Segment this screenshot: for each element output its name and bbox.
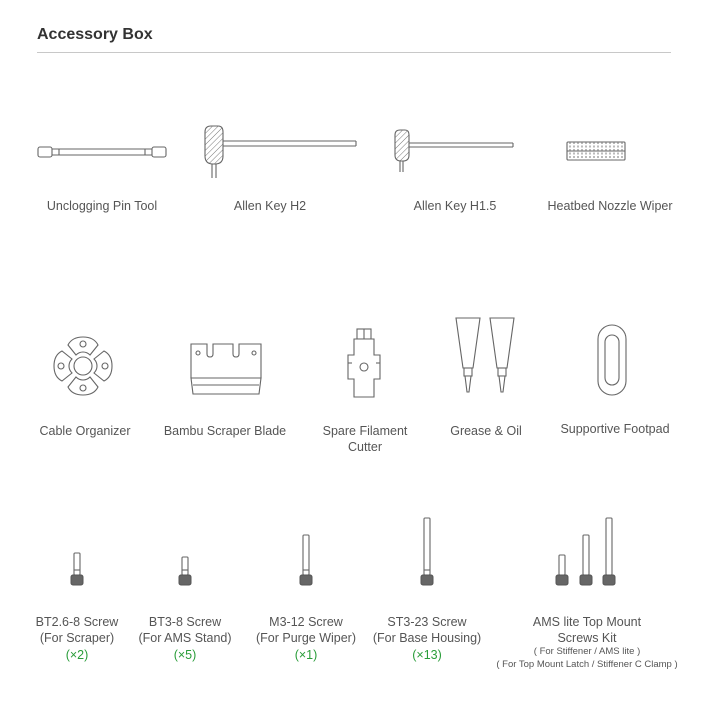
supportive-footpad-icon xyxy=(596,323,628,397)
spare-filament-cutter-icon xyxy=(344,327,384,399)
ams-lite-screws-kit-note-1: ( For Stiffener / AMS lite ) xyxy=(533,646,641,657)
bambu-scraper-blade-label: Bambu Scraper Blade xyxy=(163,424,287,438)
bt26-8-screw-note: (For Scraper) xyxy=(39,631,115,645)
spare-filament-cutter-label-2: Cutter xyxy=(347,440,383,454)
allen-key-h2-icon xyxy=(203,124,358,180)
title-divider xyxy=(37,52,671,53)
bt3-8-screw-icon xyxy=(178,556,192,586)
cable-organizer-icon xyxy=(50,333,116,399)
st3-23-screw-icon xyxy=(420,517,434,586)
allen-key-h15-label: Allen Key H1.5 xyxy=(413,199,497,213)
bt26-8-screw-label: BT2.6-8 Screw xyxy=(35,615,119,629)
bambu-scraper-blade-icon xyxy=(189,342,263,396)
grease-and-oil-label: Grease & Oil xyxy=(450,424,522,438)
m3-12-screw-qty: (×1) xyxy=(294,648,318,662)
bt3-8-screw-note: (For AMS Stand) xyxy=(138,631,232,645)
st3-23-screw-note: (For Base Housing) xyxy=(372,631,482,645)
m3-12-screw-label: M3-12 Screw xyxy=(269,615,343,629)
heatbed-nozzle-wiper-icon xyxy=(566,141,626,161)
m3-12-screw-note: (For Purge Wiper) xyxy=(255,631,357,645)
supportive-footpad-label: Supportive Footpad xyxy=(560,422,670,436)
st3-23-screw-qty: (×13) xyxy=(412,648,442,662)
ams-lite-screws-kit-note-2: ( For Top Mount Latch / Stiffener C Clamp ) xyxy=(496,659,678,670)
allen-key-h15-icon xyxy=(393,128,515,174)
st3-23-screw-label: ST3-23 Screw xyxy=(387,615,467,629)
bt26-8-screw-qty: (×2) xyxy=(65,648,89,662)
allen-key-h2-label: Allen Key H2 xyxy=(233,199,307,213)
ams-lite-screws-kit-label-2: Screws Kit xyxy=(557,631,617,645)
unclogging-pin-tool-label: Unclogging Pin Tool xyxy=(46,199,158,213)
ams-lite-screws-kit-label-1: AMS lite Top Mount xyxy=(532,615,642,629)
bt3-8-screw-label: BT3-8 Screw xyxy=(148,615,222,629)
unclogging-pin-tool-icon xyxy=(37,140,167,164)
grease-and-oil-icon xyxy=(453,316,519,396)
heatbed-nozzle-wiper-label: Heatbed Nozzle Wiper xyxy=(547,199,673,213)
m3-12-screw-icon xyxy=(299,534,313,586)
bt3-8-screw-qty: (×5) xyxy=(173,648,197,662)
bt26-8-screw-icon xyxy=(70,552,84,586)
spare-filament-cutter-label-1: Spare Filament xyxy=(322,424,408,438)
cable-organizer-label: Cable Organizer xyxy=(39,424,131,438)
page-title: Accessory Box xyxy=(37,26,153,43)
ams-lite-screws-kit-icon xyxy=(554,517,620,586)
